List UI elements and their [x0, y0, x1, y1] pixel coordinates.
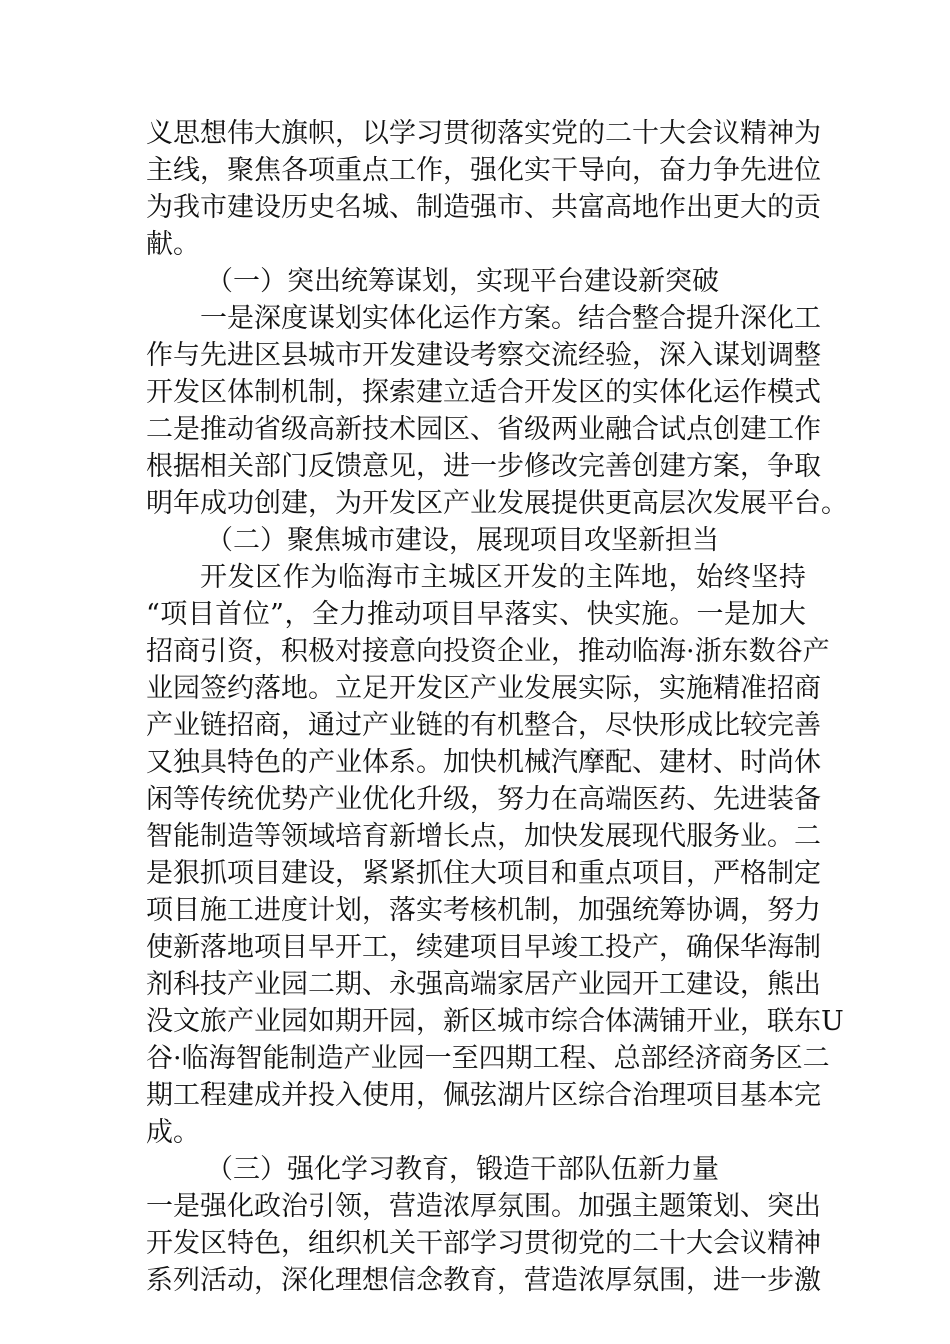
text-line: 是 狠 抓 项 目 建 设 ， 紧 紧 抓 住 大 项 目 和 重 点 项 目 ， 严 格 制 定: [146, 858, 821, 889]
text-line: 谷 · 临 海 智 能 制 造 产 业 园 一 至 四 期 工 程 、 总 部 经 济 商 务 区 二: [146, 1043, 830, 1074]
text-line: 期 工 程 建 成 并 投 入 使 用 ， 佩 弦 湖 片 区 综 合 治 理 项 目 基 本 完: [146, 1080, 821, 1111]
text-line: 智 能 制 造 等 领 域 培 育 新 增 长 点 ， 加 快 发 展 现 代 服 务 业 。 二: [146, 821, 821, 852]
text-line: 献。: [146, 229, 200, 260]
text-line: 使 新 落 地 项 目 早 开 工 ， 续 建 项 目 早 竣 工 投 产 ， 确 保 华 海 制: [146, 932, 821, 963]
section-heading: （一）突出统筹谋划，实现平台建设新突破: [206, 266, 719, 297]
text-line: 业 园 签 约 落 地 。 立 足 开 发 区 产 业 发 展 实 际 ， 实 施 精 准 招 商: [146, 673, 821, 704]
text-line: 成。: [146, 1117, 200, 1148]
text-line: 义 思 想 伟 大 旗 帜 ， 以 学 习 贯 彻 落 实 党 的 二 十 大 会 议 精 神 为: [146, 118, 821, 149]
text-line: 作 与 先 进 区 县 城 市 开 发 建 设 考 察 交 流 经 验 ， 深 入 谋 划 调 整: [146, 340, 821, 371]
text-line: 没 文 旅 产 业 园 如 期 开 园 ， 新 区 城 市 综 合 体 满 铺 开 业 ， 联 东 U: [146, 1006, 844, 1037]
text-line: 为 我 市 建 设 历 史 名 城 、 制 造 强 市 、 共 富 高 地 作 出 更 大 的 贡: [146, 192, 821, 223]
text-line: 一 是 强 化 政 治 引 领 ， 营 造 浓 厚 氛 围 。 加 强 主 题 策 划 、 突 出: [146, 1191, 821, 1222]
text-line: 主 线 ， 聚 焦 各 项 重 点 工 作 ， 强 化 实 干 导 向 ， 奋 力 争 先 进 位: [146, 155, 821, 186]
text-line: 一 是 深 度 谋 划 实 体 化 运 作 方 案 。 结 合 整 合 提 升 深 化 工: [200, 303, 821, 334]
text-line: 开 发 区 作 为 临 海 市 主 城 区 开 发 的 主 阵 地 ， 始 终 坚 持: [200, 562, 806, 593]
text-line: 开 发 区 体 制 机 制 ， 探 索 建 立 适 合 开 发 区 的 实 体 化 运 作 模 式: [146, 377, 821, 408]
text-line: 根 据 相 关 部 门 反 馈 意 见 ， 进 一 步 修 改 完 善 创 建 方 案 ， 争 取: [146, 451, 821, 482]
text-line: 产 业 链 招 商 ， 通 过 产 业 链 的 有 机 整 合 ， 尽 快 形 成 比 较 完 善: [146, 710, 821, 741]
section-heading: （三）强化学习教育，锻造干部队伍新力量: [206, 1154, 719, 1185]
text-line: “ 项 目 首 位 ” ， 全 力 推 动 项 目 早 落 实 、 快 实 施 。 一 是 加 大: [146, 599, 806, 630]
text-line: 二 是 推 动 省 级 高 新 技 术 园 区 、 省 级 两 业 融 合 试 点 创 建 工 作: [146, 414, 821, 445]
text-line: 剂 科 技 产 业 园 二 期 、 永 强 高 端 家 居 产 业 园 开 工 建 设 ， 熊 出: [146, 969, 821, 1000]
text-line: 招 商 引 资 ， 积 极 对 接 意 向 投 资 企 业 ， 推 动 临 海 · 浙 东 数 谷 产: [146, 636, 830, 667]
section-heading: （二）聚焦城市建设，展现项目攻坚新担当: [206, 525, 719, 556]
text-line: 又 独 具 特 色 的 产 业 体 系 。 加 快 机 械 汽 摩 配 、 建 材 、 时 尚 休: [146, 747, 821, 778]
text-line: 明 年 成 功 创 建 ， 为 开 发 区 产 业 发 展 提 供 更 高 层 次 发 展 平 台 。: [146, 488, 848, 519]
text-line: 系 列 活 动 ， 深 化 理 想 信 念 教 育 ， 营 造 浓 厚 氛 围 ， 进 一 步 激: [146, 1265, 821, 1296]
document-body: [146, 115, 848, 1299]
text-line: 闲 等 传 统 优 势 产 业 优 化 升 级 ， 努 力 在 高 端 医 药 、 先 进 装 备: [146, 784, 821, 815]
text-line: 项 目 施 工 进 度 计 划 ， 落 实 考 核 机 制 ， 加 强 统 筹 协 调 ， 努 力: [146, 895, 821, 926]
text-line: 开 发 区 特 色 ， 组 织 机 关 干 部 学 习 贯 彻 党 的 二 十 大 会 议 精 神: [146, 1228, 821, 1259]
